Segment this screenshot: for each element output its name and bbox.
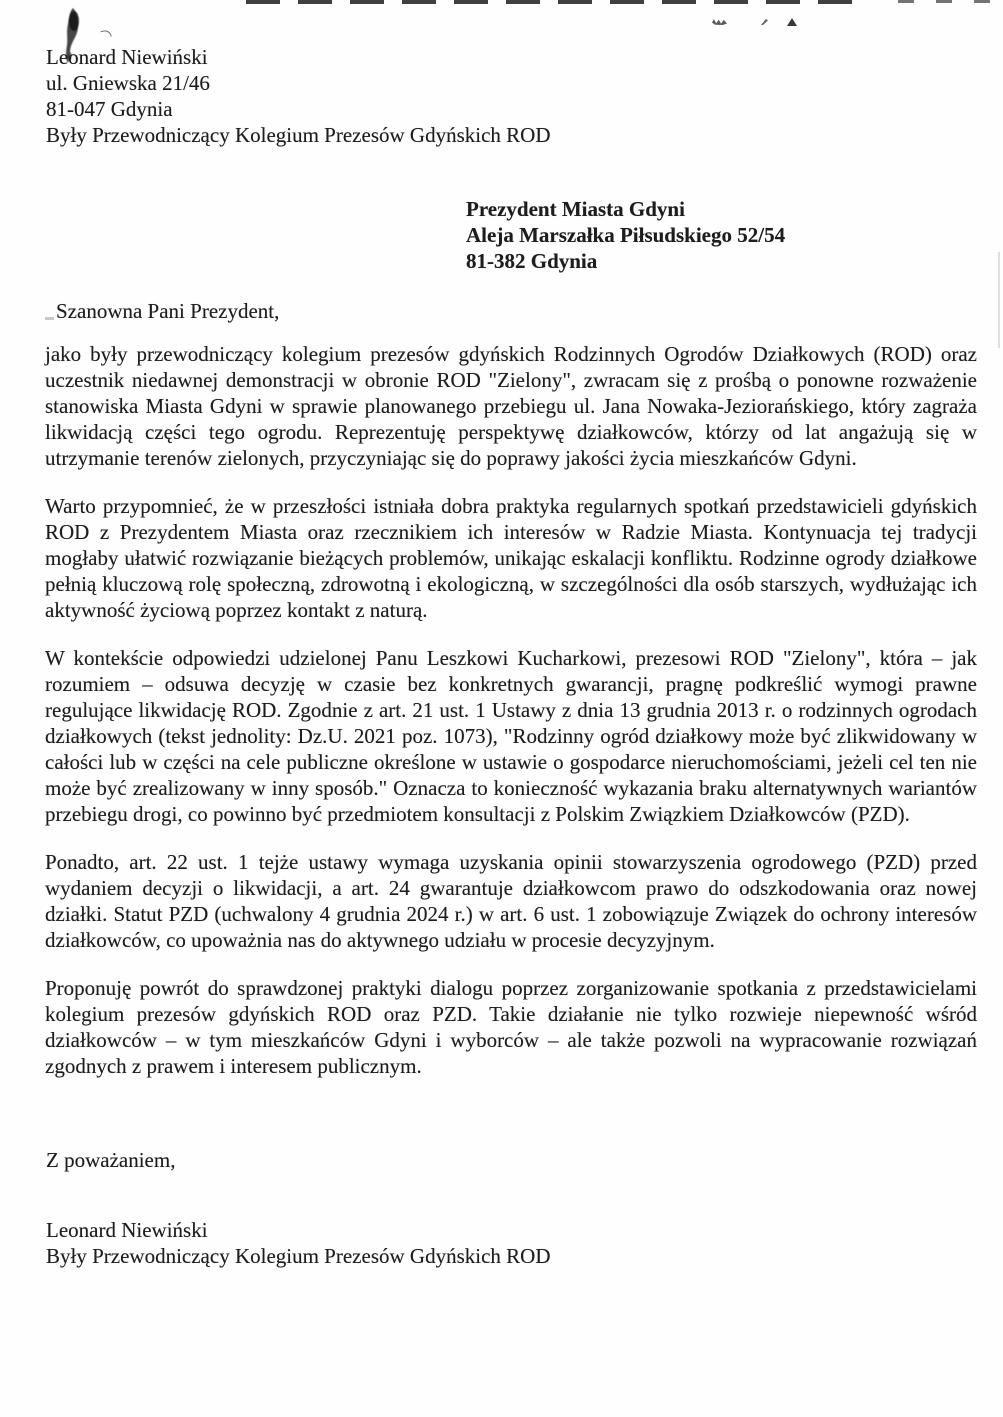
letter-body: [45, 341, 977, 1101]
body-paragraph-1: jako były przewodniczący kolegium prezesów gdyńskich Rodzinnych Ogrodów Działkowych (ROD) oraz uczestnik niedawnej demonstracji w obronie ROD "Zielony", zwracam się z prośbą o ponowne rozważenie stanowiska Miasta Gdyni w sprawie planowanego przebiegu ul. Jana Nowaka-Jeziorańskiego, który zagraża likwidacją części tego ogrodu. Reprezentuję perspektywę działkowców, którzy od lat angażują się w utrzymanie terenów zielonych, przyczyniając się do poprawy jakości życia mieszkańców Gdyni.: [45, 342, 977, 470]
ink-curl-artifact: [100, 29, 112, 39]
scan-right-edge-line: [998, 252, 1000, 348]
salutation: Szanowna Pani Prezydent,: [56, 299, 280, 323]
sender-title: Były Przewodniczący Kolegium Prezesów Gdyńskich ROD: [46, 123, 551, 147]
sender-name: Leonard Niewiński: [46, 45, 208, 69]
sender-block: [46, 44, 550, 148]
closing-block: [46, 1147, 550, 1269]
signature-title: Były Przewodniczący Kolegium Prezesów Gdyńskich ROD: [46, 1244, 551, 1268]
body-paragraph-3: W kontekście odpowiedzi udzielonej Panu Leszkowi Kucharkowi, prezesowi ROD "Zielony", która – jak rozumiem – odsuwa decyzję w czasie bez konkretnych gwarancji, pragnę podkreślić wymogi prawne regulujące likwidację ROD. Zgodnie z art. 21 ust. 1 Ustawy z dnia 13 grudnia 2013 r. o rodzinnych ogrodach działkowych (tekst jednolity: Dz.U. 2021 poz. 1073), "Rodzinny ogród działkowy może być zlikwidowany w całości lub w części na cele publiczne określone w ustawie o gospodarce nieruchomościami, jeżeli cel ten nie może być zrealizowany w inny sposób." Oznacza to konieczność wykazania braku alternatywnych wariantów przebiegu drogi, co powinno być przedmiotem konsultacji z Polskim Związkiem Działkowców (PZD).: [45, 646, 977, 826]
recipient-block: [466, 196, 785, 274]
faint-mark-artifact: [45, 317, 54, 320]
recipient-name: Prezydent Miasta Gdyni: [466, 197, 685, 221]
scan-speck-triangle: [787, 18, 797, 26]
recipient-street: Aleja Marszałka Piłsudskiego 52/54: [466, 223, 786, 247]
signature-name: Leonard Niewiński: [46, 1218, 208, 1242]
body-paragraph-2: Warto przypomnieć, że w przeszłości istniała dobra praktyka regularnych spotkań przedstawicieli gdyńskich ROD z Prezydentem Miasta oraz rzecznikiem ich interesów w Radzie Miasta. Kontynuacja tej tradycji mogłaby ułatwić rozwiązanie bieżących problemów, unikając eskalacji konfliktu. Rodzinne ogrody działkowe pełnią kluczową rolę społeczną, zdrowotną i ekologiczną, w szczególności dla osób starszych, wydłużając ich aktywność życiową poprzez kontakt z naturą.: [45, 494, 977, 622]
body-paragraph-4: Ponadto, art. 22 ust. 1 tejże ustawy wymaga uzyskania opinii stowarzyszenia ogrodowego (PZD) przed wydaniem decyzji o likwidacji, a art. 24 gwarantuje działkowcom prawo do odszkodowania oraz nowej działki. Statut PZD (uchwalony 4 grudnia 2024 r.) w art. 6 ust. 1 zobowiązuje Związek do ochrony interesów działkowców, co upoważnia nas do aktywnego udziału w procesie decyzyjnym.: [45, 850, 977, 952]
sender-street: ul. Gniewska 21/46: [46, 71, 210, 95]
sender-city: 81-047 Gdynia: [46, 97, 173, 121]
valediction: Z poważaniem,: [46, 1148, 176, 1172]
recipient-city: 81-382 Gdynia: [466, 249, 598, 273]
scan-edge-dashes-artifact: [246, 0, 870, 4]
scan-speck-scribble: [712, 19, 727, 25]
body-paragraph-5: Proponuję powrót do sprawdzonej praktyki dialogu poprzez zorganizowanie spotkania z przedstawicielami kolegium prezesów gdyńskich ROD oraz PZD. Takie działanie nie tylko rozwieje niepewność wśród działkowców – w tym mieszkańców Gdyni i wyborców – ale także pozwoli na wypracowanie rozwiązań zgodnych z prawem i interesem publicznym.: [45, 976, 977, 1078]
scan-speck-tick: [761, 19, 768, 25]
scan-edge-dashes-right-artifact: [898, 0, 1003, 3]
